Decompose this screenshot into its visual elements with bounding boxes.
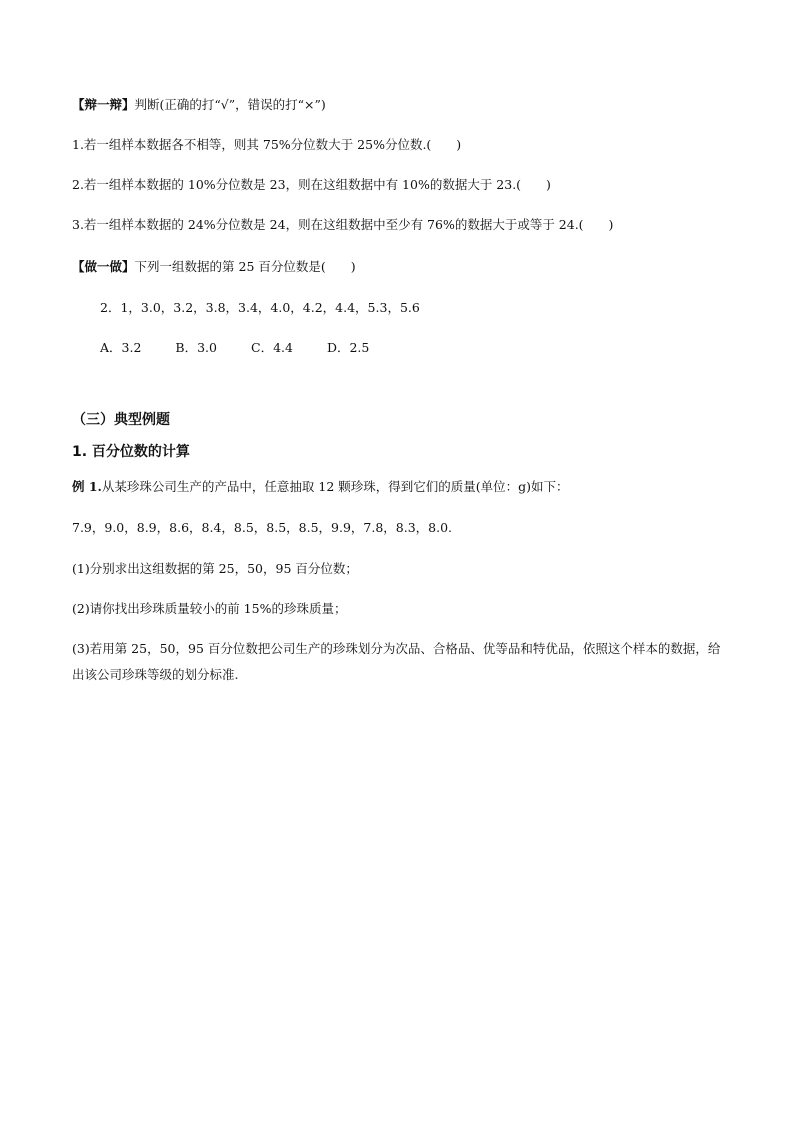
- example-1-part-3: (3)若用第 25，50，95 百分位数把公司生产的珍珠划分为次品、合格品、优等品和特优品，依照这个样本的数据，给出该公司珍珠等级的划分标准.: [72, 641, 721, 682]
- example-1-data: 7.9，9.0，8.9，8.6，8.4，8.5，8.5，8.5，9.9，7.8，8.3，8.0.: [72, 520, 453, 535]
- judge-instruction: 判断(正确的打“√”，错误的打“×”): [134, 97, 326, 112]
- judge-instruction-line: [72, 96, 326, 114]
- example-1-label: 例 1.: [72, 479, 102, 494]
- example-1-part-1: (1)分别求出这组数据的第 25，50，95 百分位数；: [72, 561, 358, 576]
- option-b: B．3.0: [175, 340, 217, 355]
- examples-title: （三）典型例题: [72, 412, 170, 428]
- option-d: D．2.5: [326, 340, 370, 355]
- do-question: 下列一组数据的第 25 百分位数是( ): [134, 259, 356, 274]
- judge-label: 【辩一辩】: [72, 97, 135, 112]
- judge-item-1: 1.若一组样本数据各不相等，则其 75%分位数大于 25%分位数.( ): [72, 137, 462, 152]
- example-1-line: [72, 478, 569, 496]
- examples-subtitle: 1. 百分位数的计算: [72, 444, 190, 460]
- example-1-text: 从某珍珠公司生产的产品中，任意抽取 12 颗珍珠，得到它们的质量(单位：g)如下：: [101, 479, 569, 494]
- option-a: A．3.2: [100, 340, 142, 355]
- example-1-part-2: (2)请你找出珍珠质量较小的前 15%的珍珠质量；: [72, 601, 347, 616]
- do-data: 2．1，3.0，3.2，3.8，3.4，4.0，4.2，4.4，5.3，5.6: [100, 300, 420, 315]
- judge-item-2: 2.若一组样本数据的 10%分位数是 23，则在这组数据中有 10%的数据大于 23.( ): [72, 177, 551, 192]
- judge-item-3: 3.若一组样本数据的 24%分位数是 24，则在这组数据中至少有 76%的数据大于或等于 24.( ): [72, 217, 614, 232]
- do-question-line: [72, 258, 356, 276]
- do-options: [100, 339, 369, 357]
- option-c: C．4.4: [251, 340, 293, 355]
- do-label: 【做一做】: [72, 259, 135, 274]
